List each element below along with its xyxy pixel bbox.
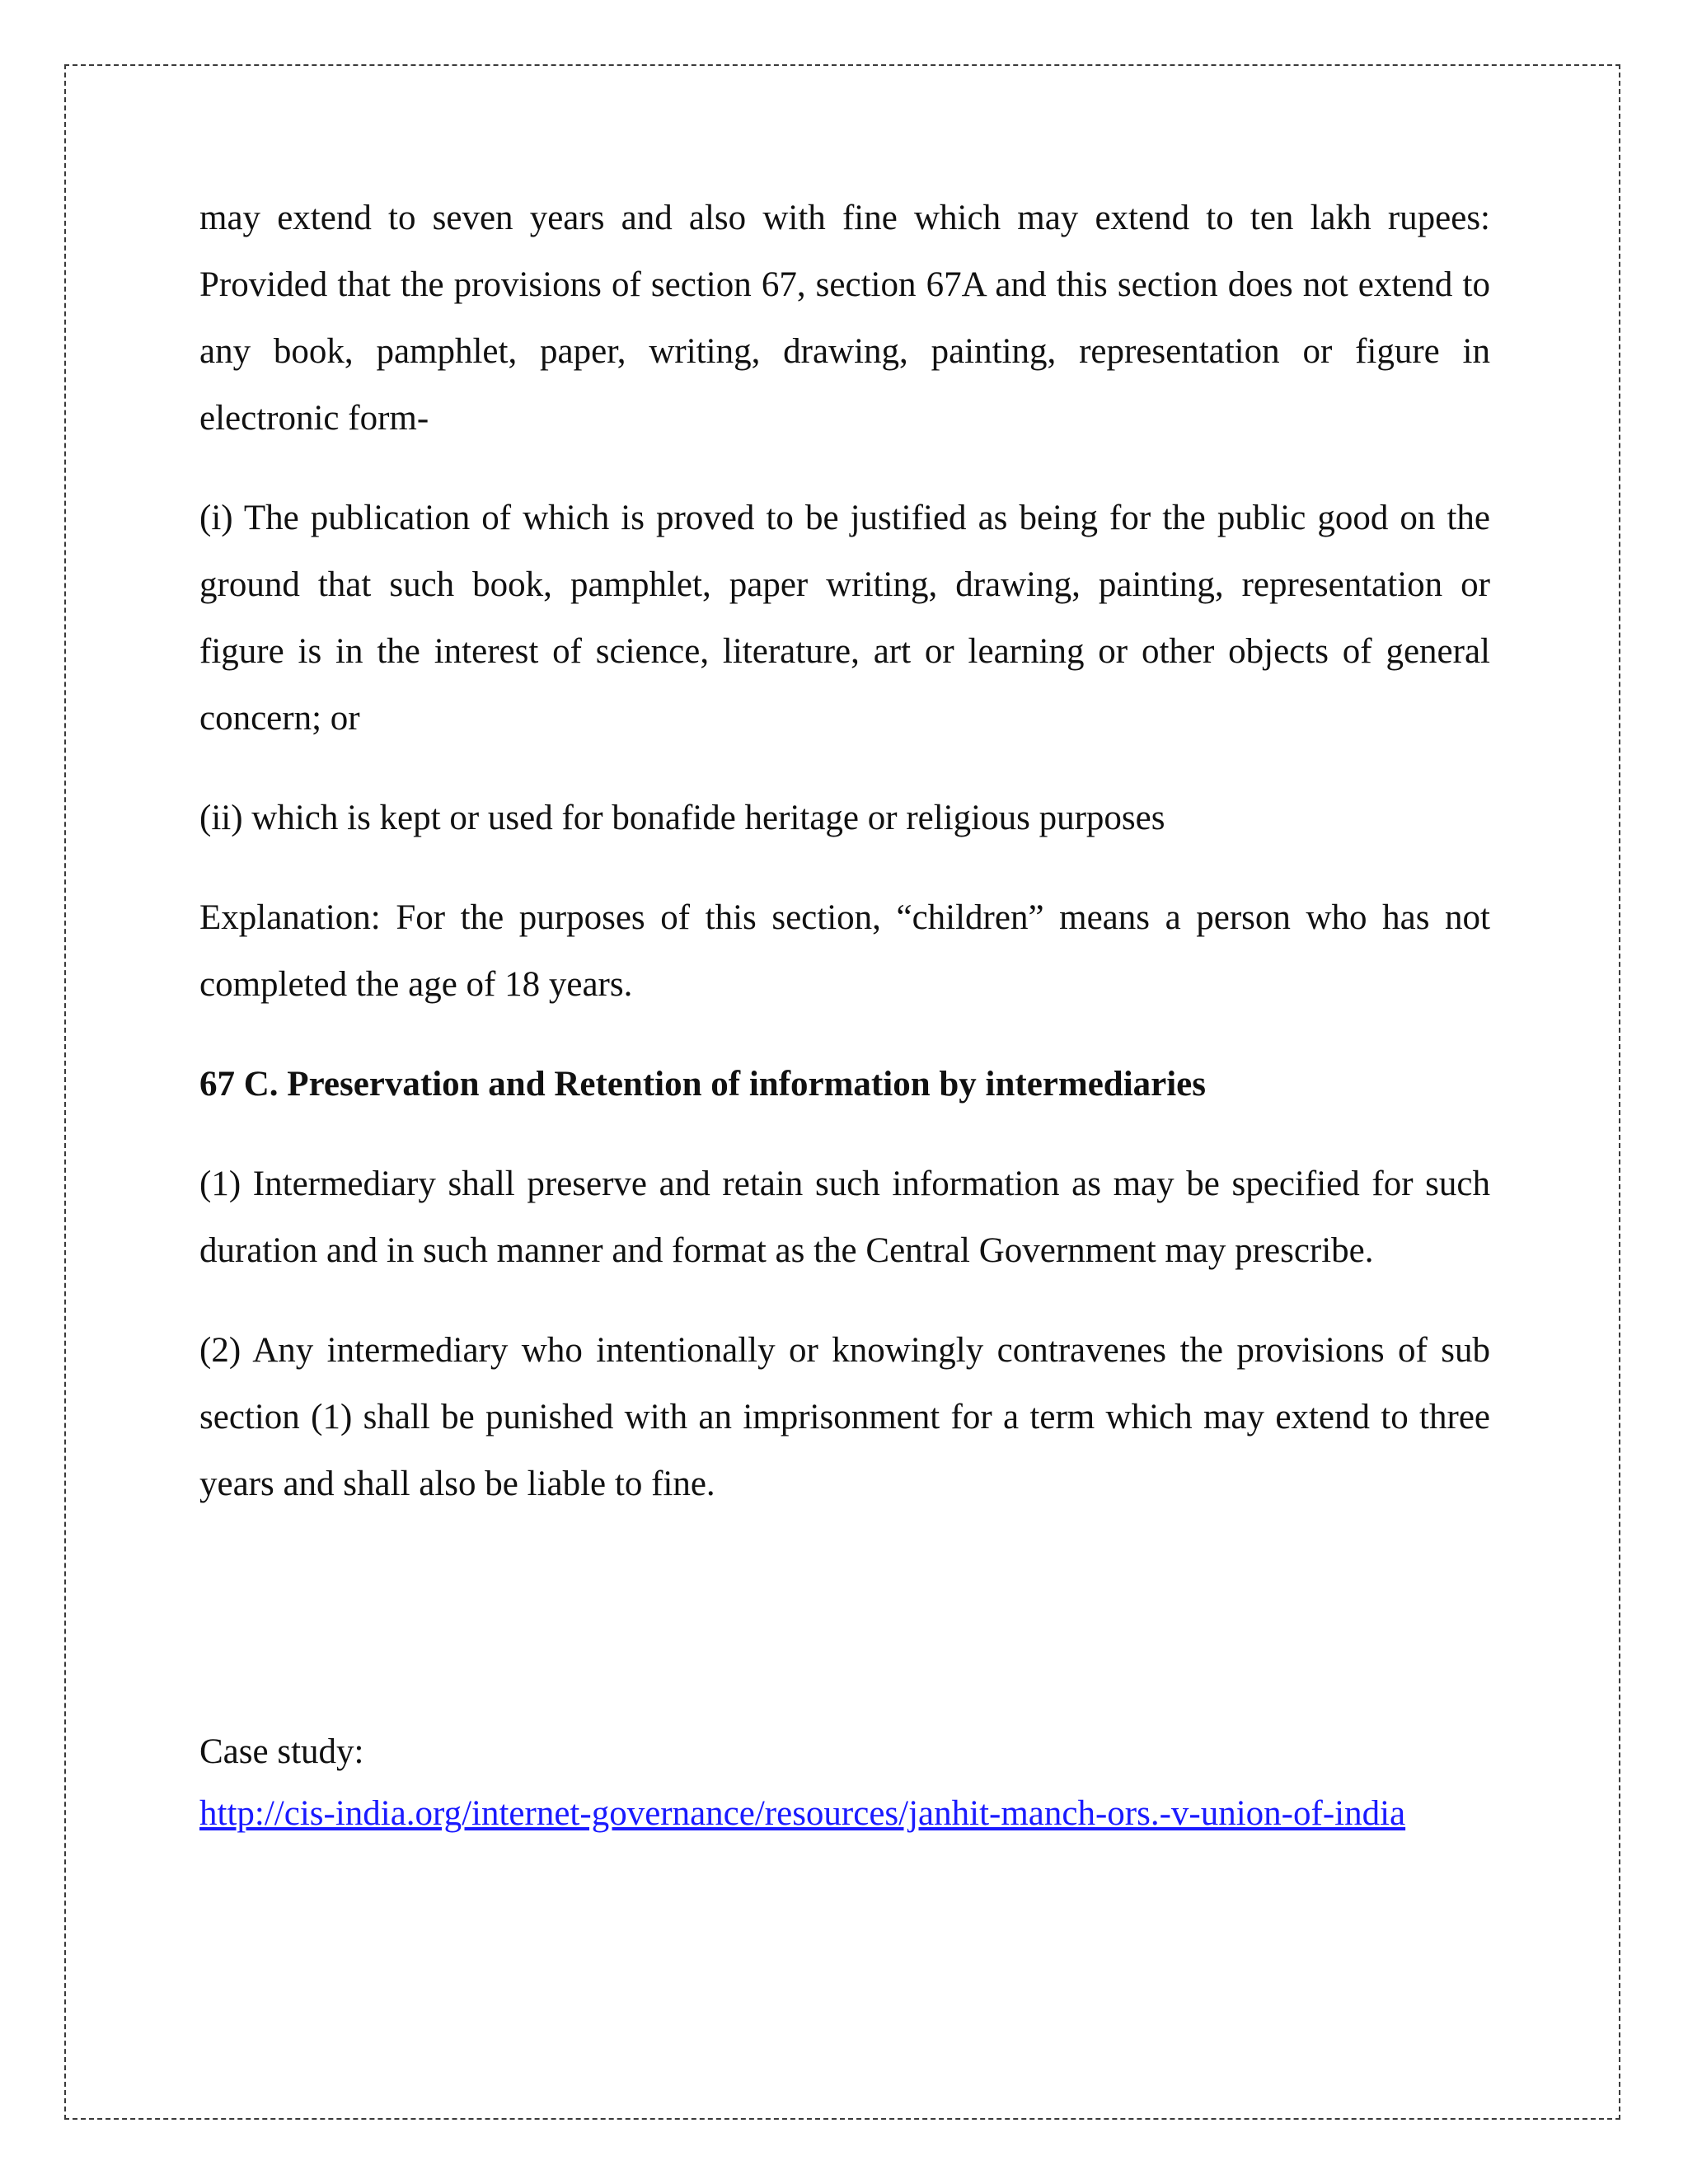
paragraph-clause-ii: (ii) which is kept or used for bonafide heritage or religious purposes (199, 799, 1165, 837)
case-study-label: Case study: (199, 1732, 364, 1771)
paragraph-explanation: Explanation: For the purposes of this section, “children” means a person who has not completed the age of 18 years. (199, 898, 1490, 1004)
document-body (199, 185, 1490, 1843)
case-study-link[interactable]: http://cis-india.org/internet-governance/resources/janhit-manch-ors.-v-union-of-india (199, 1794, 1406, 1833)
paragraph-intro: may extend to seven years and also with fine which may extend to ten lakh rupees: Provided that the provisions of section 67, section 67A and this section does not extend to any book, pamphlet, paper, writing, drawing, painting, representation or figure in electronic form- (199, 199, 1490, 438)
paragraph-clause-i: (i) The publication of which is proved to be justified as being for the public good on the ground that such book, pamphlet, paper writing, drawing, painting, representation or figure is in the interest of science, literature, art or learning or other objects of general concern; or (199, 499, 1490, 738)
paragraph-subsection-1: (1) Intermediary shall preserve and retain such information as may be specified for such duration and in such manner and format as the Central Government may prescribe. (199, 1165, 1490, 1270)
paragraph-subsection-2: (2) Any intermediary who intentionally or knowingly contravenes the provisions of sub section (1) shall be punished with an imprisonment for a term which may extend to three years and shall also be liable to fine. (199, 1331, 1490, 1503)
section-heading: 67 C. Preservation and Retention of information by intermediaries (199, 1065, 1206, 1104)
